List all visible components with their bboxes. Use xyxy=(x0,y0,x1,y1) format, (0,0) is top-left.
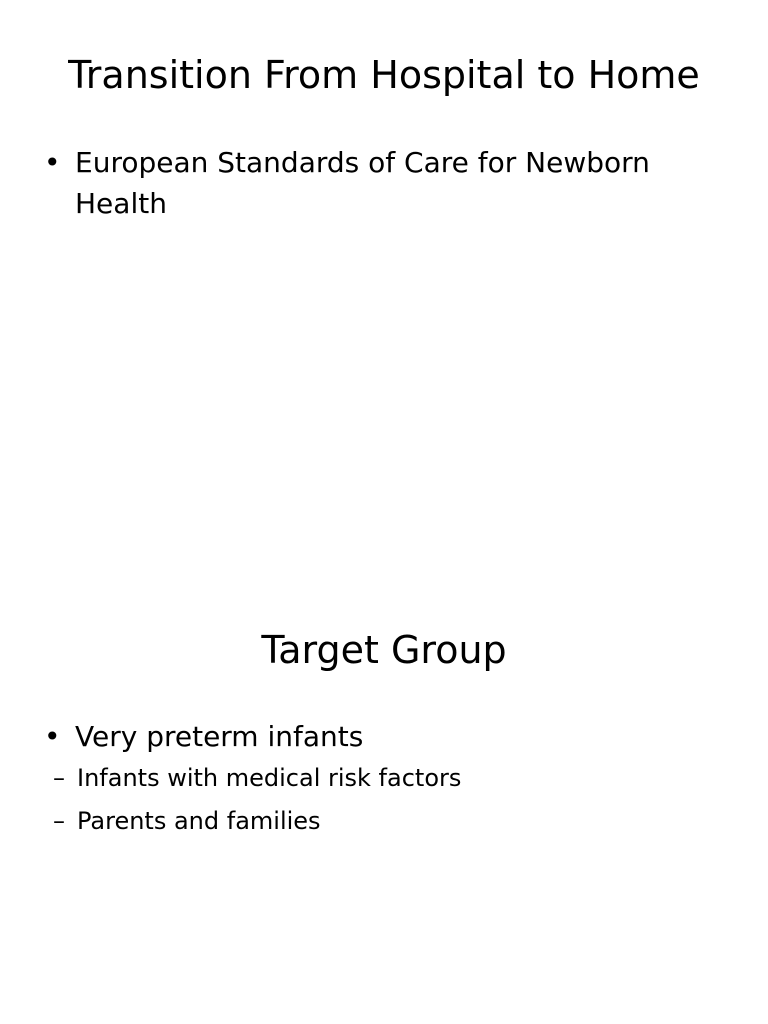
bullet-list xyxy=(44,716,684,843)
sub-bullet-text: Parents and families xyxy=(77,807,321,835)
slide-target-group xyxy=(0,576,768,1024)
sub-bullet-list xyxy=(44,757,684,843)
slide-title: Transition From Hospital to Home xyxy=(68,53,700,97)
slide-title: Target Group xyxy=(261,628,507,672)
bullet-marker: • xyxy=(44,720,61,753)
sub-bullet-text: Infants with medical risk factors xyxy=(77,764,462,792)
sub-bullet-marker: – xyxy=(53,764,65,792)
bullet-list xyxy=(44,142,684,224)
sub-bullet-item xyxy=(44,757,684,800)
bullet-text: European Standards of Care for Newborn Health xyxy=(75,146,650,220)
bullet-item xyxy=(44,142,684,224)
sub-list-container xyxy=(44,757,684,843)
bullet-item xyxy=(44,716,684,757)
sub-bullet-item xyxy=(44,800,684,843)
sub-bullet-marker: – xyxy=(53,807,65,835)
bullet-marker: • xyxy=(44,146,61,179)
bullet-text: Very preterm infants xyxy=(75,720,364,753)
